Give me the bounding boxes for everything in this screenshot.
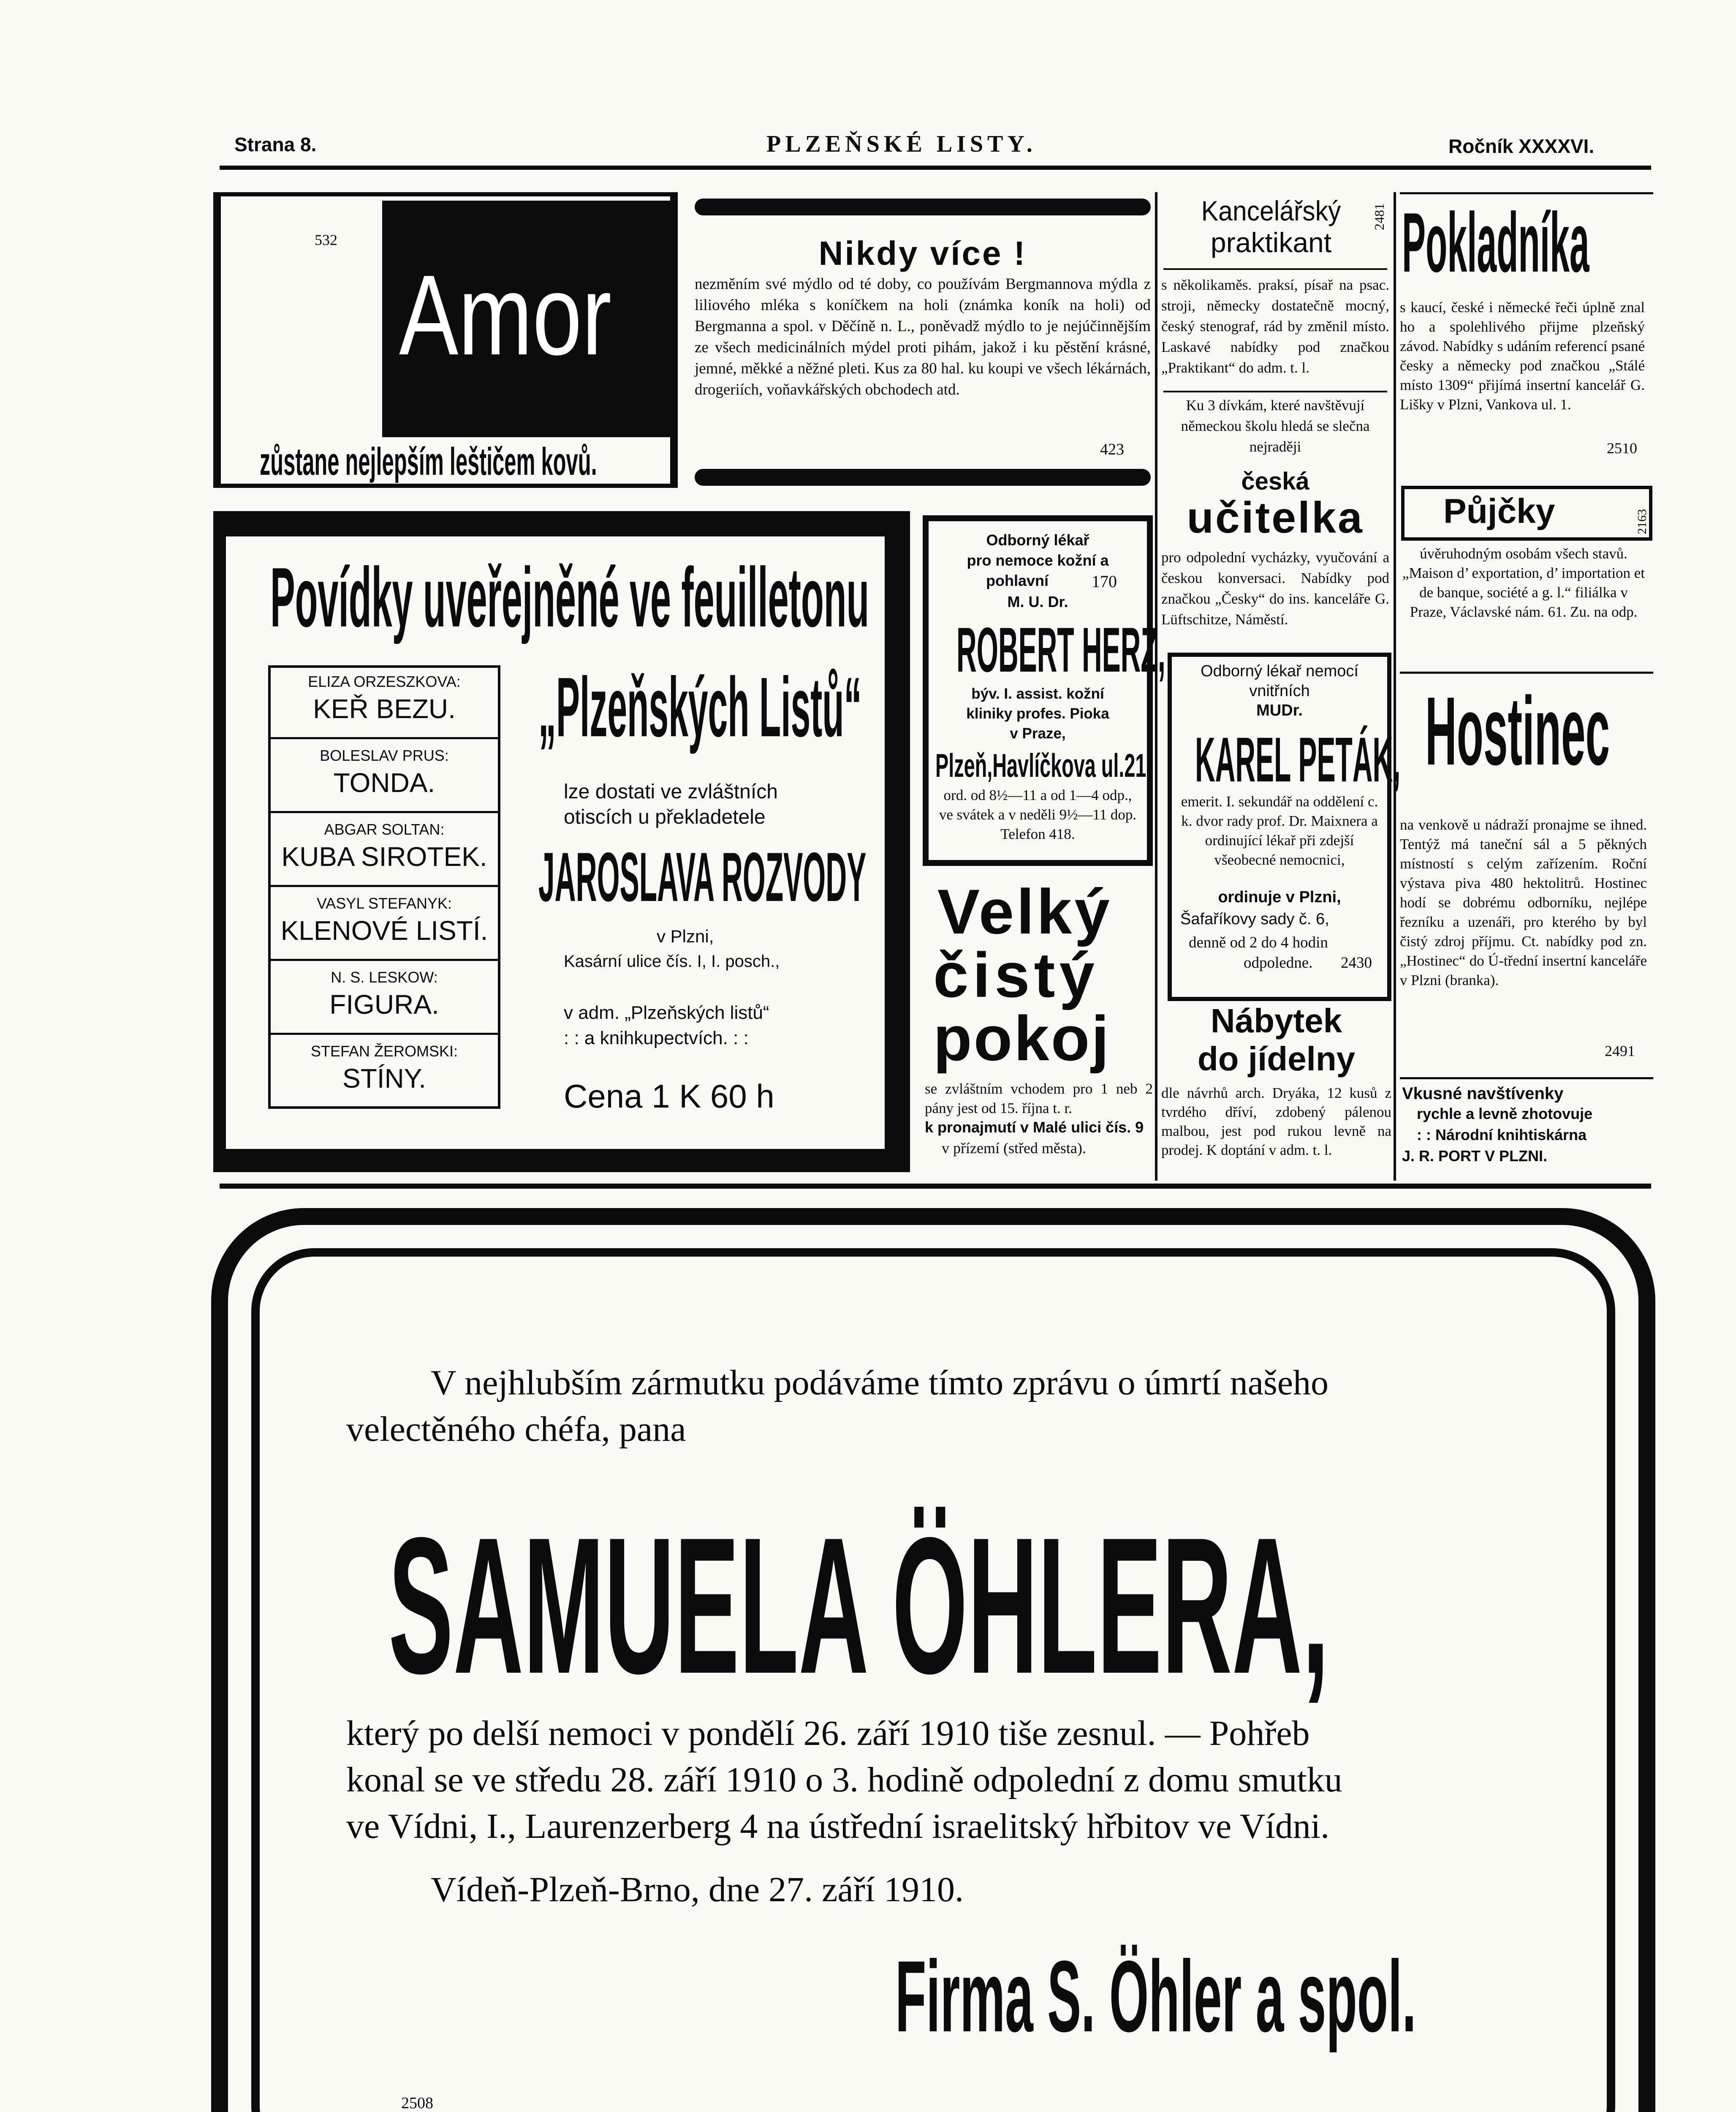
book-author: ABGAR SOLTAN: bbox=[324, 821, 445, 838]
book-author: N. S. LESKOW: bbox=[331, 969, 438, 986]
pujcky-side-number: 2163 bbox=[1635, 509, 1649, 534]
ad-velky-pokoj bbox=[925, 876, 1153, 1181]
vkusne-line2: rychle a levně zhotovuje bbox=[1417, 1105, 1593, 1122]
herz-line5: býv. I. assist. kožní bbox=[971, 686, 1104, 702]
vkusne-line3: : : Národní knihtiskárna bbox=[1417, 1126, 1587, 1143]
newspaper-title: PLZEŇSKÉ LISTY. bbox=[766, 131, 1037, 157]
book-list-items bbox=[268, 665, 500, 1109]
herz-body: ord. od 8½—11 a od 1—4 odp., ve svátek a v neděli 9½—11 dop. Telefon 418. bbox=[939, 787, 1137, 842]
velky-tail: v přízemí (střed města). bbox=[942, 1140, 1086, 1157]
ad-number: 532 bbox=[315, 231, 337, 248]
ad-pokladnika bbox=[1400, 192, 1653, 467]
povidky-line4: Kasární ulice čís. I, I. posch., bbox=[564, 952, 780, 971]
obituary-date: Vídeň-Plzeň-Brno, dne 27. září 1910. bbox=[431, 1870, 964, 1909]
vkusne-line4: J. R. PORT V PLZNI. bbox=[1402, 1147, 1548, 1165]
hostinec-title: Hostinec bbox=[1425, 677, 1610, 785]
obituary-body1: který po delší nemoci v pondělí 26. září 1910 tiše zesnul. — Pohřeb bbox=[346, 1714, 1310, 1753]
povidky-line6: : : a knihkupectvích. : : bbox=[564, 1028, 749, 1048]
petak-hours2: odpoledne. bbox=[1244, 954, 1313, 972]
book-title: FIGURA. bbox=[329, 989, 439, 1020]
ucitelka-title: učitelka bbox=[1187, 493, 1364, 542]
herz-line6: kliniky profes. Pioka bbox=[966, 705, 1109, 722]
kanc-side-number: 2481 bbox=[1372, 203, 1387, 230]
book-author: ELIZA ORZESZKOVA: bbox=[308, 673, 461, 690]
petak-name: KAREL PETÁK, bbox=[1195, 724, 1401, 795]
obituary-intro2: velectěného chéfa, pana bbox=[346, 1410, 686, 1449]
book-item bbox=[268, 739, 500, 813]
book-author: BOLESLAV PRUS: bbox=[320, 747, 449, 764]
column-rule bbox=[1394, 192, 1396, 1181]
nikdy-body: nezměním své mýdlo od té doby, co používám Bergmannova mýdla z liliového mléka s koníčkem na holi (známka koník na holi) od Bergmanna a spol. v Děčíně n. L., poněvadž mýdlo to je nejúčinnějším ze všech medicinálních mýdel proti pihám, jakož i ku pěstění krásné, jemné, měkké a něžné pleti. Kus za 80 hal. ku koupi ve všech lékárnách, drogeriích, voňavkářských obchodech atd. bbox=[695, 275, 1151, 398]
herz-name: ROBERT HERZ, bbox=[956, 614, 1165, 685]
page-number: Strana 8. bbox=[234, 133, 317, 155]
herz-line4: M. U. Dr. bbox=[1007, 593, 1068, 610]
petak-number: 2430 bbox=[1341, 954, 1372, 972]
obituary-notice bbox=[211, 1208, 1655, 2112]
povidky-line5: v adm. „Plzeňských listů“ bbox=[564, 1002, 769, 1023]
pokladnika-title: Pokladníka bbox=[1402, 196, 1589, 290]
velky-bold: k pronajmutí v Malé ulici čís. 9 bbox=[925, 1119, 1144, 1136]
ad-vkusne bbox=[1400, 1077, 1653, 1181]
nabytek-line2: do jídelny bbox=[1197, 1040, 1356, 1078]
book-title: STÍNY. bbox=[342, 1063, 426, 1094]
petak-ordinuje: ordinuje v Plzni, bbox=[1218, 888, 1341, 906]
obituary-number: 2508 bbox=[401, 2094, 433, 2112]
ucitelka-label: česká bbox=[1241, 468, 1309, 495]
velky-line3: pokoj bbox=[933, 1003, 1111, 1074]
kanc-title1: Kancelářský bbox=[1201, 195, 1341, 226]
petak-line1: Odborný lékař nemocí bbox=[1201, 662, 1358, 680]
book-title: KLENOVÉ LISTÍ. bbox=[280, 915, 488, 946]
herz-line1: Odborný lékař bbox=[986, 531, 1089, 549]
petak-line2: vnitřních bbox=[1249, 682, 1310, 700]
nikdy-number: 423 bbox=[1100, 441, 1124, 458]
petak-line3: MUDr. bbox=[1256, 702, 1303, 719]
amor-brand: Amor bbox=[399, 252, 612, 379]
obituary-body2: konal se ve středu 28. září 1910 o 3. hodině odpolední z domu smutku bbox=[346, 1760, 1342, 1799]
povidky-price: Cena 1 K 60 h bbox=[564, 1078, 774, 1115]
book-title: KEŘ BEZU. bbox=[313, 694, 456, 724]
column-rule bbox=[1155, 192, 1157, 1181]
header-rule bbox=[220, 166, 1651, 170]
book-title: TONDA. bbox=[333, 768, 435, 798]
povidky-line2: otiscích u překladetele bbox=[564, 806, 766, 828]
kanc-body: s několikaměs. praksí, písař na psac. stroji, německy dostatečně mocný, český stenograf, rád by změnil místo. Laskavé nabídky pod značkou „Praktikant“ do adm. t. l. bbox=[1161, 277, 1389, 376]
ad-hostinec bbox=[1400, 672, 1653, 1073]
amor-slogan: zůstane nejlepším leštičem kovů. bbox=[260, 440, 597, 483]
velky-body: se zvláštním vchodem pro 1 neb 2 pány jest od 15. října t. r. bbox=[925, 1080, 1153, 1116]
obituary-body3: ve Vídni, I., Laurenzerberg 4 na ústřední israelitský hřbitov ve Vídni. bbox=[346, 1807, 1330, 1846]
petak-address: Šafaříkovy sady č. 6, bbox=[1180, 910, 1329, 928]
obituary-firm: Firma S. Öhler a spol. bbox=[895, 1940, 1416, 2053]
nabytek-line1: Nábytek bbox=[1210, 1002, 1342, 1040]
herz-address: Plzeň,Havlíčkova ul.21 bbox=[935, 747, 1146, 784]
povidky-line1: lze dostati ve zvláštních bbox=[564, 781, 778, 803]
book-item bbox=[268, 665, 500, 739]
obituary-name: SAMUELA ÖHLERA, bbox=[388, 1497, 1329, 1714]
hostinec-body: na venkově u nádraží pronajme se ihned. Tentýž má taneční sál a 5 pěkných místností s celým zařízením. Roční výstava piva 480 hektolitrů. Hostinec hodí se dobrému odborníku, nejlépe řezníku a uzenáři, pro kterého by byl čistý zdroj příjmu. Ct. nabídky pod zn. „Hostinec“ do Ú-třední insertní kanceláře v Plzni (branka). bbox=[1400, 816, 1647, 988]
povidky-title: Povídky uveřejněné ve feuilletonu bbox=[270, 550, 869, 645]
ucitelka-intro: Ku 3 dívkám, které navštěvují německou školu hledá se slečna nejraději bbox=[1181, 397, 1370, 455]
book-item bbox=[268, 1035, 500, 1109]
nabytek-body: dle návrhů arch. Dryáka, 12 kusů z tvrdého dříví, zdobený pálenou malbou, jest pod rukou levně na prodej. K doptání v adm. t. l. bbox=[1161, 1085, 1391, 1158]
book-author: VASYL STEFANYK: bbox=[316, 895, 452, 912]
book-item bbox=[268, 887, 500, 961]
kanc-title2: praktikant bbox=[1210, 227, 1332, 258]
herz-line3: pohlavní bbox=[986, 572, 1049, 589]
ucitelka-body: pro odpolední vycházky, vyučování a českou konversaci. Nabídky pod značkou „Česky“ do ins. kanceláře G. Lüftschitze, Náměstí. bbox=[1161, 549, 1389, 628]
vkusne-line1: Vkusné navštívenky bbox=[1402, 1084, 1564, 1103]
pokladnika-number: 2510 bbox=[1607, 440, 1637, 457]
ad-petak bbox=[1168, 653, 1401, 1001]
ad-nabytek bbox=[1161, 1003, 1391, 1181]
petak-hours: denně od 2 do 4 hodin bbox=[1189, 934, 1328, 951]
povidky-subtitle: „Plzeňských Listů“ bbox=[538, 660, 862, 754]
book-item bbox=[268, 961, 500, 1035]
velky-line2: čistý bbox=[933, 939, 1099, 1010]
petak-body: emerit. I. sekundář na oddělení c. k. dvor rady prof. Dr. Maixnera a ordinující lékař při zdejší všeobecné nemocnici, bbox=[1181, 793, 1378, 868]
velky-line1: Velký bbox=[937, 876, 1112, 947]
ad-herz bbox=[923, 515, 1165, 879]
obituary-intro1: V nejhlubším zármutku podáváme tímto zprávu o úmrtí našeho bbox=[431, 1363, 1329, 1402]
translator-name: JAROSLAVA ROZVODY bbox=[538, 838, 867, 916]
section-rule bbox=[220, 1184, 1651, 1189]
ad-nikdy-vice bbox=[695, 199, 1151, 486]
book-item bbox=[268, 813, 500, 887]
herz-line7: v Praze, bbox=[1010, 725, 1066, 742]
herz-line2: pro nemoce kožní a bbox=[967, 552, 1109, 569]
volume: Ročník XXXXVI. bbox=[1448, 135, 1595, 157]
book-title: KUBA SIROTEK. bbox=[281, 841, 487, 872]
hostinec-number: 2491 bbox=[1605, 1042, 1635, 1059]
ad-povidky bbox=[213, 511, 910, 1172]
pujcky-title: Půjčky bbox=[1443, 492, 1555, 531]
pokladnika-body: s kaucí, české i německé řeči úplně znal ho a spolehlivého přijme plzeňský závod. Nabídky s udáním referencí psané česky a německy pod značkou „Stálé místo 1309“ přijímá insertní kancelář G. Lišky v Plzni, Vankova ul. 1. bbox=[1400, 299, 1645, 413]
pujcky-body: úvěruhodným osobám všech stavů. „Maison d’ exportation, d’ importation et de banque, société a g. l.“ filiálka v Praze, Václavské nám. 61. Zu. na odp. bbox=[1402, 545, 1645, 620]
ad-amor bbox=[213, 192, 678, 488]
book-author: STEFAN ŽEROMSKI: bbox=[310, 1042, 458, 1060]
nikdy-title: Nikdy více ! bbox=[818, 234, 1027, 272]
ad-pujcky bbox=[1401, 486, 1652, 672]
herz-number: 170 bbox=[1092, 572, 1117, 591]
ad-kancelarsky bbox=[1161, 192, 1391, 496]
povidky-line3: v Plzni, bbox=[657, 926, 714, 946]
